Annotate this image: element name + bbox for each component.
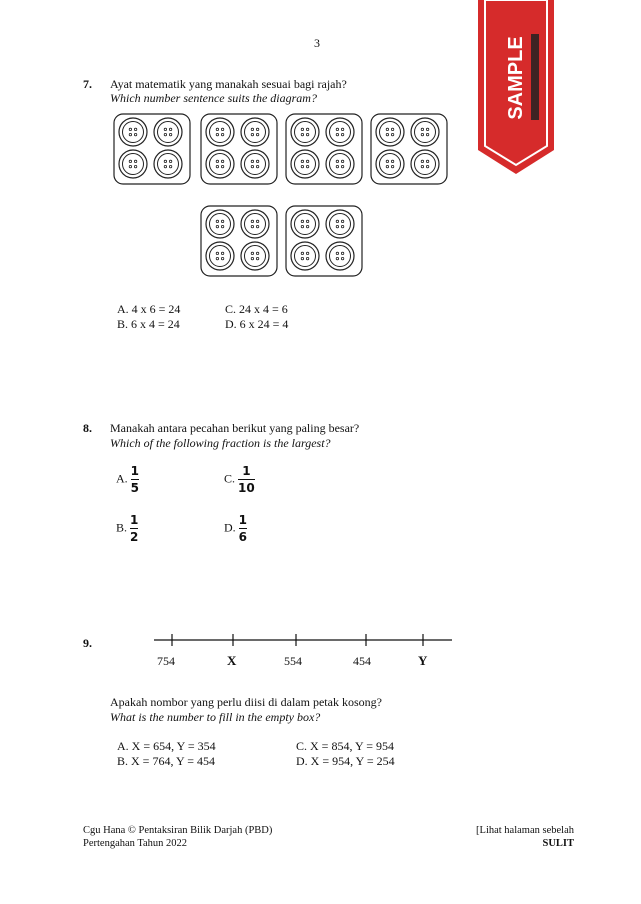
button-group-5 bbox=[200, 205, 278, 282]
button-icon bbox=[326, 150, 354, 178]
number-line-label-x: X bbox=[227, 653, 237, 668]
button-icon bbox=[206, 118, 234, 146]
q8-option-c bbox=[224, 464, 255, 495]
button-group-1 bbox=[113, 113, 191, 190]
button-icon bbox=[326, 242, 354, 270]
denominator: 5 bbox=[130, 481, 140, 495]
number-line bbox=[150, 630, 460, 650]
question-8-number: 8. bbox=[83, 421, 92, 435]
button-icon bbox=[411, 118, 439, 146]
numerator: 1 bbox=[130, 513, 139, 527]
number-line-label-4: 454 bbox=[353, 654, 371, 668]
fraction bbox=[130, 513, 138, 544]
sample-stamp bbox=[476, 0, 556, 176]
button-group-3 bbox=[285, 113, 363, 190]
button-icon bbox=[376, 118, 404, 146]
denominator: 6 bbox=[238, 530, 248, 544]
footer-left-line-2: Pertengahan Tahun 2022 bbox=[83, 838, 188, 849]
q9-option-d: D. X = 954, Y = 254 bbox=[296, 754, 395, 768]
q8-option-a bbox=[116, 464, 139, 495]
denominator: 10 bbox=[238, 481, 255, 495]
button-icon bbox=[291, 242, 319, 270]
button-group-4 bbox=[370, 113, 448, 190]
q9-option-b: B. X = 764, Y = 454 bbox=[117, 754, 215, 768]
q7-option-b: B. 6 x 4 = 24 bbox=[117, 317, 180, 331]
number-line-label-3: 554 bbox=[284, 654, 302, 668]
button-icon bbox=[119, 118, 147, 146]
option-letter: B. bbox=[116, 520, 128, 535]
q7-option-a: A. 4 x 6 = 24 bbox=[117, 302, 181, 316]
page-number: 3 bbox=[314, 36, 320, 50]
q9-option-c: C. X = 854, Y = 954 bbox=[296, 739, 394, 753]
numerator: 1 bbox=[238, 513, 248, 527]
question-8-text-ms: Manakah antara pecahan berikut yang paling besar? bbox=[110, 421, 360, 435]
button-icon bbox=[326, 118, 354, 146]
question-7-text-en: Which number sentence suits the diagram? bbox=[110, 91, 317, 105]
button-icon bbox=[291, 210, 319, 238]
button-icon bbox=[154, 150, 182, 178]
fraction bbox=[131, 464, 139, 495]
q7-option-c: C. 24 x 4 = 6 bbox=[225, 302, 288, 316]
denominator: 2 bbox=[130, 530, 139, 544]
button-icon bbox=[376, 150, 404, 178]
q9-option-a: A. X = 654, Y = 354 bbox=[117, 739, 216, 753]
button-icon bbox=[241, 150, 269, 178]
button-icon bbox=[241, 210, 269, 238]
question-9-text-en: What is the number to fill in the empty box? bbox=[110, 710, 321, 724]
numerator: 1 bbox=[242, 464, 251, 478]
option-letter: C. bbox=[224, 471, 236, 486]
question-8-text-en: Which of the following fraction is the largest? bbox=[110, 436, 331, 450]
button-icon bbox=[154, 118, 182, 146]
numerator: 1 bbox=[130, 464, 140, 478]
stamp-text: SAMPLE bbox=[505, 36, 527, 120]
button-icon bbox=[291, 150, 319, 178]
q8-option-d bbox=[224, 513, 247, 544]
q8-option-b bbox=[116, 513, 138, 544]
button-icon bbox=[206, 150, 234, 178]
option-letter: A. bbox=[116, 471, 128, 486]
question-7-number: 7. bbox=[83, 77, 92, 91]
button-icon bbox=[119, 150, 147, 178]
button-icon bbox=[206, 242, 234, 270]
button-group-6 bbox=[285, 205, 363, 282]
fraction bbox=[238, 464, 255, 495]
fraction bbox=[239, 513, 247, 544]
question-7-text-ms: Ayat matematik yang manakah sesuai bagi rajah? bbox=[110, 77, 347, 91]
question-9-number: 9. bbox=[83, 636, 92, 650]
number-line-label-1: 754 bbox=[157, 654, 175, 668]
button-icon bbox=[206, 210, 234, 238]
q7-option-d: D. 6 x 24 = 4 bbox=[225, 317, 289, 331]
number-line-label-y: Y bbox=[418, 653, 428, 668]
button-icon bbox=[411, 150, 439, 178]
button-icon bbox=[326, 210, 354, 238]
button-icon bbox=[241, 118, 269, 146]
footer-right-line-2: SULIT bbox=[542, 838, 574, 849]
option-letter: D. bbox=[224, 520, 236, 535]
question-9-text-ms: Apakah nombor yang perlu diisi di dalam petak kosong? bbox=[110, 695, 382, 709]
button-icon bbox=[291, 118, 319, 146]
footer-left-line-1: Cgu Hana © Pentaksiran Bilik Darjah (PBD) bbox=[83, 825, 273, 836]
button-icon bbox=[241, 242, 269, 270]
footer-right-line-1: [Lihat halaman sebelah bbox=[476, 825, 574, 836]
button-group-2 bbox=[200, 113, 278, 190]
